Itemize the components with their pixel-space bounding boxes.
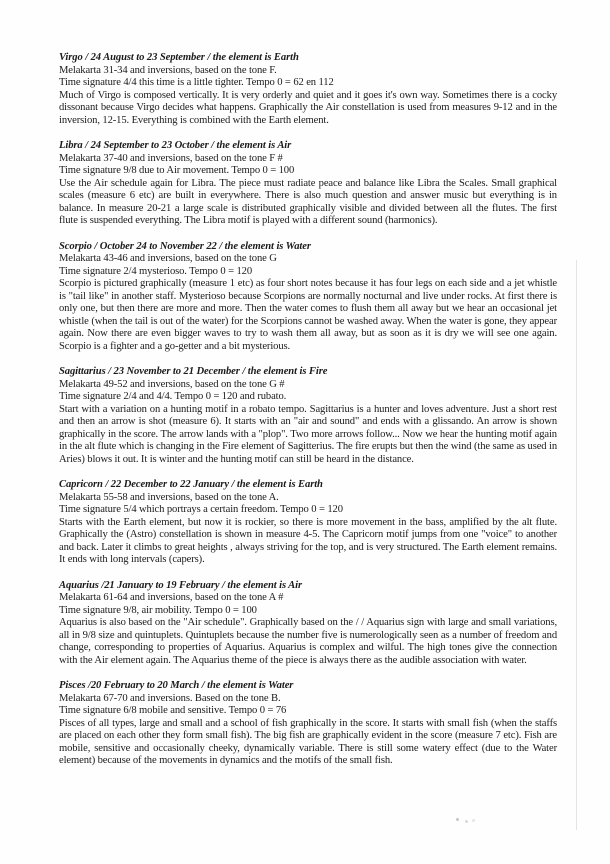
section-heading: Libra / 24 September to 23 October / the element is Air — [59, 140, 292, 151]
section-capricorn — [59, 479, 557, 567]
section-heading: Aquarius /21 January to 19 February / the element is Air — [59, 579, 302, 591]
section-body: Start with a variation on a hunting motif in a robato tempo. Sagittarius is a hunter and loves adventure. Just a short rest and then an arrow is shot (measure 6). It starts with an "air and sound" and ends with a glissando. An arrow is shown graphically in the score. The arrow lands with a "plop". Two more arrows follow... Now we hear the hunting motif again in the alt flute which is changing in the Fire element of Sagitterius. The fire erupts but then the wind (the same as used in Aries) blows it out. It is winter and the hunting motif can still be heard in the distance. — [59, 403, 557, 465]
section-heading: Scorpio / October 24 to November 22 / the element is Water — [59, 240, 311, 252]
section-aquarius — [59, 580, 557, 668]
section-heading: Pisces /20 February to 20 March / the element is Water — [59, 680, 294, 691]
section-body: Pisces of all types, large and small and a school of fish graphically in the score. It starts with small fish (when the staffs are placed on each other they form small fish). The big fish are graphically evident in the score (measure 7 etc). Fish are mobile, sensitive and occasionally cheeky, dynamically variable. There is still some watery effect (due to the Water element) because of the movements in dynamics and the motifs of the small fish. — [59, 717, 557, 766]
section-pisces — [59, 680, 557, 768]
time-signature-line: Time signature 9/8 due to Air movement. Tempo 0 = 100 — [59, 165, 295, 176]
melakarta-line: Melakarta 49-52 and inversions, based on the tone G # — [59, 378, 285, 390]
melakarta-line: Melakarta 67-70 and inversions. Based on the tone B. — [59, 692, 281, 704]
scan-artifact-line — [576, 260, 577, 830]
section-scorpio — [59, 241, 557, 354]
section-body: Aquarius is also based on the "Air schedule". Graphically based on the / / Aquarius sign with large and small variations, all in 9/8 size and quintuplets. Quintuplets because the number five is numerologically seen as a number of freedom and change, corresponding to properties of Aquarius. Aquarius is complex and wilful. The high tones give the connection with the Air element again. The Aquarius theme of the piece is always there as the audible association with water. — [59, 617, 557, 666]
section-virgo — [59, 52, 557, 127]
melakarta-line: Melakarta 61-64 and inversions, based on the tone A # — [59, 592, 284, 603]
section-heading: Virgo / 24 August to 23 September / the element is Earth — [59, 52, 299, 63]
section-heading: Capricorn / 22 December to 22 January / the element is Earth — [59, 479, 323, 490]
time-signature-line: Time signature 5/4 which portrays a certain freedom. Tempo 0 = 120 — [59, 504, 343, 515]
time-signature-line: Time signature 2/4 and 4/4. Tempo 0 = 120 and rubato. — [59, 391, 287, 402]
section-sagittarius — [59, 366, 557, 466]
time-signature-line: Time signature 6/8 mobile and sensitive. Tempo 0 = 76 — [59, 705, 287, 716]
time-signature-line: Time signature 4/4 this time is a little tighter. Tempo 0 = 62 en 112 — [59, 77, 334, 88]
scan-artifact-speck — [456, 818, 459, 821]
melakarta-line: Melakarta 37-40 and inversions, based on the tone F # — [59, 152, 283, 164]
section-body: Scorpio is pictured graphically (measure 1 etc) as four short notes because it has four legs on each side and a jet whistle is "tail like" in another staff. Mysterioso because Scorpions are normally nocturnal and live under rocks. At first there is only one, but then there are more and more. Then the water comes to flush them all away but we hear an occasional jet whistle (when the tail is out of the water) for the Scorpions cannot be washed away. When the water is gone, they appear again. Now there are even bigger waves to try to wash them all away, but as soon as it is dry we will see one again. Scorpio is a fighter and a go-getter and a bit mysterious. — [59, 278, 557, 352]
section-libra — [59, 140, 557, 228]
melakarta-line: Melakarta 31-34 and inversions, based on the tone F. — [59, 64, 277, 76]
section-heading: Sagittarius / 23 November to 21 December / the element is Fire — [59, 366, 328, 377]
melakarta-line: Melakarta 43-46 and inversions, based on the tone G — [59, 253, 277, 264]
time-signature-line: Time signature 2/4 mysterioso. Tempo 0 = 120 — [59, 265, 252, 277]
time-signature-line: Time signature 9/8, air mobility. Tempo 0 = 100 — [59, 604, 257, 616]
document-content — [59, 52, 557, 781]
section-body: Starts with the Earth element, but now it is rockier, so there is more movement in the bass, amplified by the alt flute. Graphically the (Astro) constellation is shown in measure 4-5. The Capricorn motif jumps from one "voice" to another and back. Later it climbs to great heights , always striving for the top, and is very structured. The Earth element remains. It ends with long intervals (capers). — [59, 516, 557, 565]
melakarta-line: Melakarta 55-58 and inversions, based on the tone A. — [59, 491, 279, 503]
section-body: Use the Air schedule again for Libra. The piece must radiate peace and balance like Libra the Scales. Small graphical scales (measure 6 etc) are built in everywhere. There is also much question and answer music but everything is in balance. In measure 20-21 a large scale is distributed graphically visible and divided between all the flutes. The first flute is suspended everything. The Libra motif is played with a different sound (harmonics). — [59, 177, 557, 226]
section-body: Much of Virgo is composed vertically. It is very orderly and quiet and it goes it's own way. Sometimes there is a cocky dissonant because Virgo decides what happens. Graphically the Air constellation is used from measures 9-12 and in the inversion, 12-15. Everything is combined with the Earth element. — [59, 89, 557, 126]
